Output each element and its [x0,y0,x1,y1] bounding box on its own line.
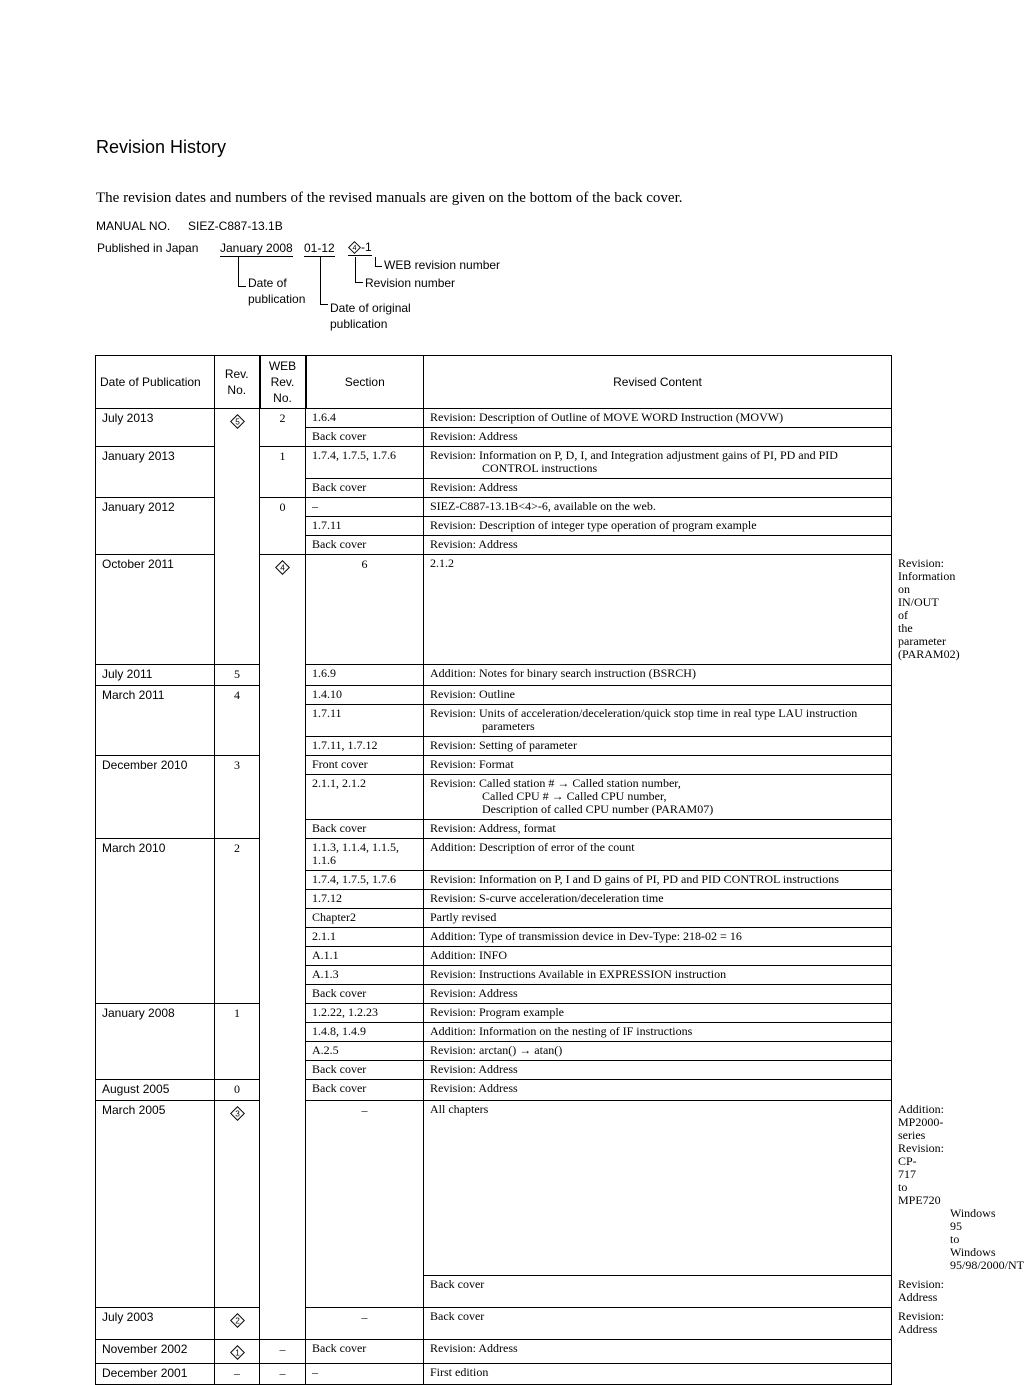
cell-section: 2.1.1 [306,928,424,947]
legend-line-rev [355,257,356,283]
cell-date: January 2013 [96,447,215,498]
cell-web-rev: 2 [215,839,260,1004]
cell-content [424,890,892,909]
content-line: Revision: Setting of parameter [430,738,577,752]
cell-web-rev: 4 [215,686,260,756]
content-line: Revision: Address [430,1081,518,1095]
web-revision-label: WEB revision number [384,258,501,272]
cell-date: July 2013 [96,409,215,447]
revision-number-label: Revision number [365,276,456,290]
header-date: Date of Publication [96,356,215,409]
cell-rev: – [215,1364,260,1385]
rev-diamond-icon [230,1106,245,1121]
table-row: October 2011 4 6 2.1.2 Revision: Information on IN/OUT of the parameter (PARAM02) [96,555,892,665]
content-line: Revision: Description of Outline of MOVE WORD Instruction (MOVW) [430,410,784,424]
cell-content [424,928,892,947]
rev-number: 5 [234,417,240,427]
cell-section: Back cover [306,985,424,1004]
content-line: Revision: Units of acceleration/deceleration/quick stop time in real type LAU instruction [430,706,858,720]
cell-web-rev: 5 [215,665,260,686]
intro-text: The revision dates and numbers of the revised manuals are given on the bottom of the back cover. [96,190,683,206]
cell-section: – [306,498,424,517]
manual-number-label: MANUAL NO. [96,219,171,233]
cell-content [424,705,892,737]
table-header-row [96,356,892,409]
cell-section: 1.6.9 [306,665,424,686]
cell-content [424,1364,892,1385]
content-line: Revision: Format [430,757,514,771]
table-row: Back cover Revision: Address [96,1276,892,1308]
legend-line-date-tick [238,286,246,287]
table-row [96,1364,892,1385]
cell-web-rev: 0 [260,498,306,555]
cell-content [424,1340,892,1364]
manual-number: SIEZ-C887-13.1B [188,219,283,233]
table-row [96,409,892,428]
cell-date: October 2011 [96,555,215,665]
cell-section: Back cover [306,820,424,839]
cell-content [424,409,892,428]
content-line: Revision: Address [430,537,518,551]
rev-mark-diamond [348,240,372,256]
cell-section: Back cover [306,428,424,447]
cell-section: Chapter2 [306,909,424,928]
cell-content [424,871,892,890]
cell-section: A.1.3 [306,966,424,985]
cell-section: Back cover [306,536,424,555]
table-row [96,686,892,705]
header-section: Section [306,356,424,409]
rev-mark-number: 4 [352,244,357,253]
content-line: Revision: Address [430,1062,518,1076]
content-line: Partly revised [430,910,497,924]
content-line: Addition: INFO [430,948,508,962]
content-line: parameters [482,719,535,733]
cell-date: March 2005 [96,1101,215,1308]
cell-section: 2.1.2 [424,555,892,665]
table-row [96,839,892,871]
cell-section: 1.2.22, 1.2.23 [306,1004,424,1023]
cell-section: 1.4.10 [306,686,424,705]
cell-section: Back cover [424,1308,892,1340]
web-suffix: -1 [361,240,372,254]
legend-line-web-tick [375,266,382,267]
cell-section: 1.7.11, 1.7.12 [306,737,424,756]
cell-section: Back cover [306,1080,424,1101]
table-row [96,756,892,775]
cell-content [424,498,892,517]
cell-section: 2.1.1, 2.1.2 [306,775,424,820]
cell-date: January 2012 [96,498,215,555]
revision-table [95,355,1024,1385]
content-line: Revision: Called station # → Called station number, [430,776,681,790]
cell-content [424,686,892,705]
date-of-original-publication-label: Date of original publication [330,301,411,331]
content-line: Called CPU # → Called CPU number, [482,789,667,803]
cell-content [424,775,892,820]
cell-section: Back cover [306,479,424,498]
cell-section: 1.7.11 [306,705,424,737]
cell-date: December 2001 [96,1364,215,1385]
cell-content [424,756,892,775]
cell-date: March 2011 [96,686,215,756]
content-line: Addition: Type of transmission device in Dev-Type: 218-02 = 16 [430,929,742,943]
legend-line-rev-tick [355,282,363,283]
revision-table-body [96,409,1024,1385]
cell-rev [215,409,260,665]
cell-web-rev: 1 [215,1004,260,1080]
table-row [96,1340,892,1364]
cell-section: 1.7.11 [306,517,424,536]
content-line: First edition [430,1365,489,1379]
cell-date: January 2008 [96,1004,215,1080]
cell-web-rev: 0 [215,1080,260,1101]
cell-section: 1.7.4, 1.7.5, 1.7.6 [306,447,424,479]
cell-section: A.2.5 [306,1042,424,1061]
cell-section: 1.1.3, 1.1.4, 1.1.5, 1.1.6 [306,839,424,871]
cell-section: 1.4.8, 1.4.9 [306,1023,424,1042]
content-line: Revision: Outline [430,687,515,701]
content-line: Addition: Notes for binary search instruction (BSRCH) [430,666,696,680]
cell-web-rev: 3 [215,756,260,839]
cell-content [424,839,892,871]
date-of-publication-label: Date of publication [248,276,306,306]
cell-rev [215,1101,260,1308]
published-label: Published in Japan [97,241,199,255]
cell-date: December 2010 [96,756,215,839]
table-row [96,1080,892,1101]
table-row [96,665,892,686]
cell-section: 1.7.4, 1.7.5, 1.7.6 [306,871,424,890]
cell-content [424,447,892,479]
rev-diamond-icon [230,1313,245,1328]
content-line: Addition: Information on the nesting of IF instructions [430,1024,693,1038]
content-line: Revision: arctan() → atan() [430,1043,563,1057]
cell-content [424,909,892,928]
cell-content [424,966,892,985]
cell-web-rev: 6 [306,555,424,665]
cell-web-rev: 1 [260,447,306,498]
rev-number: 2 [234,1316,240,1326]
cell-content [424,1042,892,1061]
header-web-rev: WEB Rev. No. [260,356,306,409]
cell-content [424,1080,892,1101]
cell-web-rev: 2 [260,409,306,447]
content-line: Revision: Instructions Available in EXPRESSION instruction [430,967,727,981]
cell-content [424,479,892,498]
cell-rev [215,1340,260,1364]
rev-diamond-icon [275,560,290,575]
content-line: SIEZ-C887-13.1B<4>-6, available on the web. [430,499,656,513]
cell-web-rev: – [306,1308,424,1340]
cell-rev [215,1308,260,1340]
content-line: Revision: Information on P, I and D gains of PI, PD and PID CONTROL instructions [430,872,839,886]
rev-number: 1 [234,1348,240,1358]
cell-content [424,1061,892,1080]
content-line: Windows 95 to Windows 95/98/2000/NT [950,1206,1024,1272]
cell-web-rev: – [260,1364,306,1385]
cell-section: All chapters [424,1101,892,1276]
cell-section: 1.7.12 [306,890,424,909]
content-line: Revision: Program example [430,1005,564,1019]
cell-section: Front cover [306,756,424,775]
published-date: January 2008 [220,241,293,255]
cell-date: July 2003 [96,1308,215,1340]
content-line: Revision: Address [430,480,518,494]
cell-section: A.1.1 [306,947,424,966]
content-line: Description of called CPU number (PARAM07) [482,802,714,816]
cell-content [424,1023,892,1042]
page-title: Revision History [96,137,227,157]
cell-rev [260,555,306,1340]
cell-content [424,985,892,1004]
diamond-icon [348,241,361,254]
legend-line-original-tick [320,304,328,305]
original-code: 01-12 [304,241,335,255]
rev-number: 4 [280,563,285,573]
cell-section: Back cover [424,1276,892,1308]
rev-number: 3 [234,1109,240,1119]
cell-content [424,737,892,756]
cell-content [424,536,892,555]
legend-line-original [320,257,321,305]
cell-content [424,517,892,536]
content-line: Revision: Address [430,429,518,443]
content-line: Revision: Address [430,986,518,1000]
cell-web-rev: – [260,1340,306,1364]
cell-section: Back cover [306,1061,424,1080]
cell-date: August 2005 [96,1080,215,1101]
cell-content [424,820,892,839]
table-row: March 2005 3 – All chapters Addition: MP2000-series Revision: CP-717 to MPE720 Windows 95 to Windows 95/98/2000/NT [96,1101,892,1276]
table-row [96,1004,892,1023]
cell-content [424,428,892,447]
header-content: Revised Content [424,356,892,409]
cell-web-rev: – [306,1101,424,1308]
content-line: Revision: Description of integer type operation of program example [430,518,757,532]
cell-content [424,1004,892,1023]
rev-diamond-icon [230,414,245,429]
cell-section: – [306,1364,424,1385]
header-rev: Rev. No. [215,356,260,409]
cell-content [424,947,892,966]
cell-content [424,665,892,686]
content-line: CONTROL instructions [482,461,598,475]
content-line: Revision: Information on P, D, I, and Integration adjustment gains of PI, PD and PID [430,448,838,462]
cell-section: 1.6.4 [306,409,424,428]
content-line: Addition: Description of error of the count [430,840,635,854]
rev-diamond-icon [230,1345,245,1360]
cell-date: March 2010 [96,839,215,1004]
cell-date: July 2011 [96,665,215,686]
content-line: Revision: Address [430,1341,518,1355]
legend-line-date [238,257,239,287]
table-row: July 2003 2 – Back cover Revision: Address [96,1308,892,1340]
content-line: Revision: Address, format [430,821,556,835]
cell-section: Back cover [306,1340,424,1364]
content-line: Revision: S-curve acceleration/deceleration time [430,891,664,905]
cell-date: November 2002 [96,1340,215,1364]
